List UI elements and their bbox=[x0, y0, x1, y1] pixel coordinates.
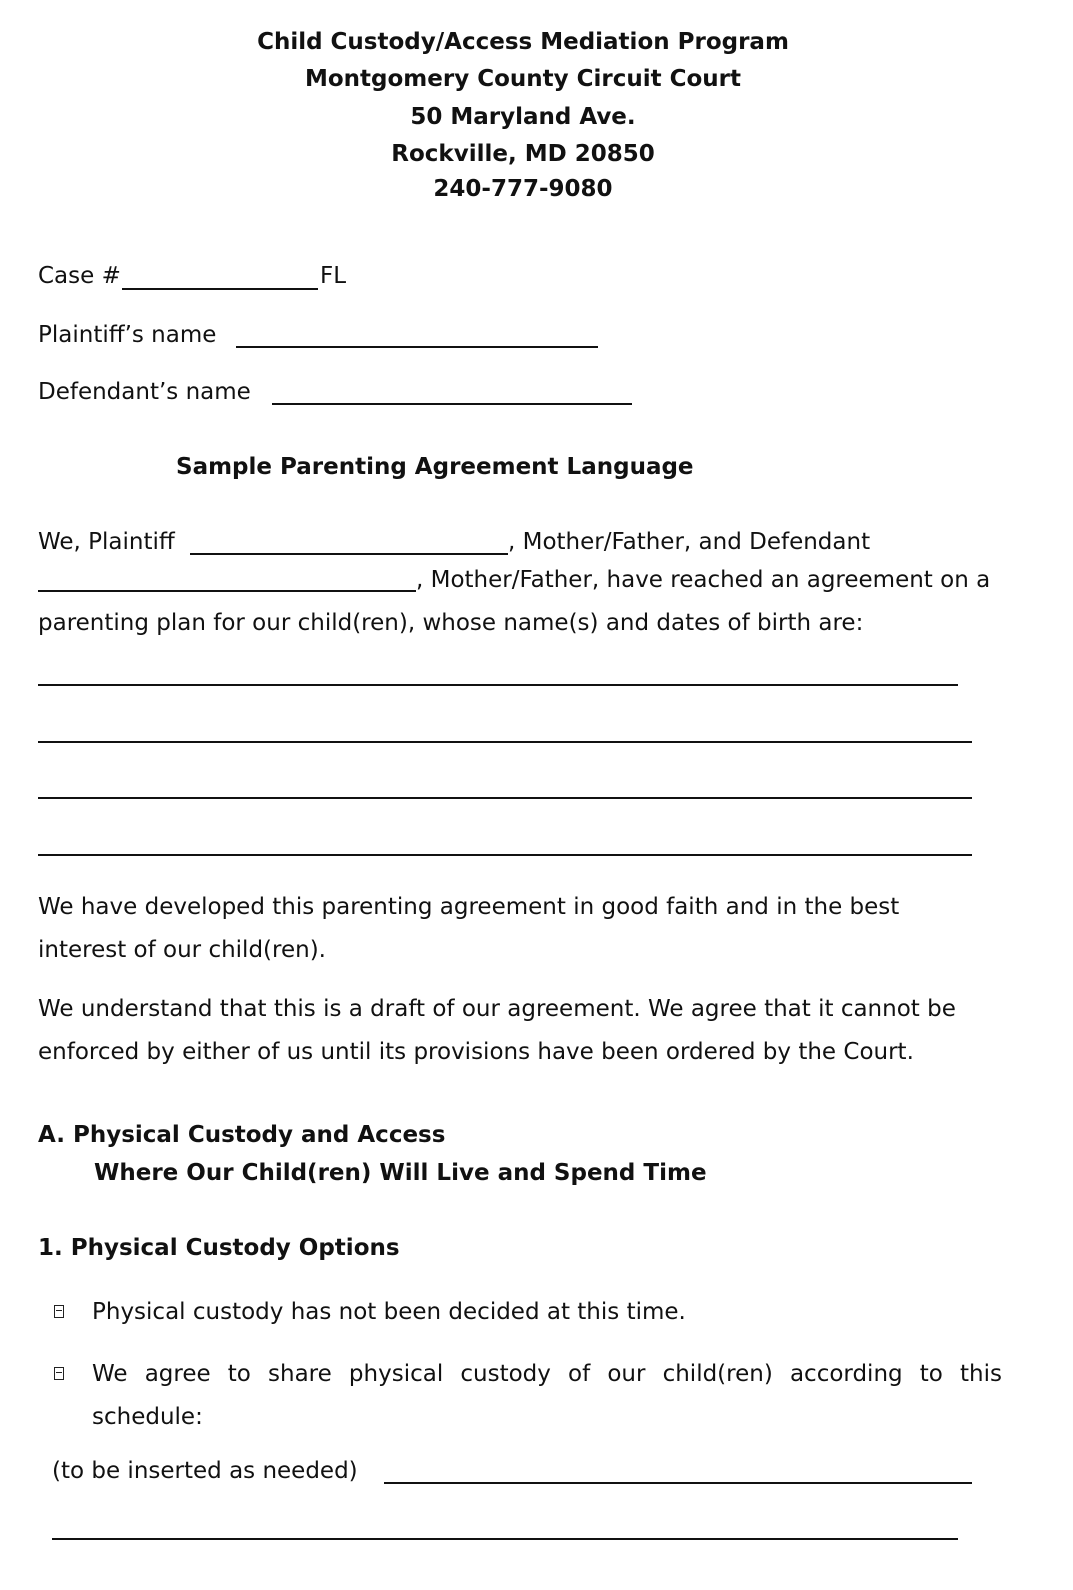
option-2-word: share bbox=[268, 1361, 332, 1387]
schedule-entry-line-2[interactable] bbox=[52, 1538, 958, 1540]
program-title: Child Custody/Access Mediation Program bbox=[257, 29, 789, 55]
draft-line-1: We understand that this is a draft of our agreement. We agree that it cannot be bbox=[38, 996, 956, 1022]
insert-label: (to be inserted as needed) bbox=[52, 1458, 358, 1484]
child-entry-line-4[interactable] bbox=[38, 854, 972, 856]
section-a-subheading: Where Our Child(ren) Will Live and Spend Time bbox=[94, 1160, 707, 1186]
schedule-entry-line-1[interactable] bbox=[384, 1482, 972, 1484]
intro-we-plaintiff: We, Plaintiff bbox=[38, 529, 175, 555]
case-number-field[interactable] bbox=[122, 288, 318, 290]
section-a-heading: A. Physical Custody and Access bbox=[38, 1122, 446, 1148]
option-2-word: custody bbox=[460, 1361, 551, 1387]
intro-defendant-field[interactable] bbox=[38, 590, 416, 592]
checkbox-icon-option-2[interactable] bbox=[54, 1367, 64, 1380]
court-street: 50 Maryland Ave. bbox=[410, 104, 636, 130]
document-title: Sample Parenting Agreement Language bbox=[176, 454, 694, 480]
option-2-word: We bbox=[92, 1361, 128, 1387]
good-faith-line-2: interest of our child(ren). bbox=[38, 937, 326, 963]
case-label: Case # bbox=[38, 263, 121, 289]
plaintiff-name-label: Plaintiff’s name bbox=[38, 322, 217, 348]
child-entry-line-1[interactable] bbox=[38, 684, 958, 686]
option-2-word: our bbox=[607, 1361, 646, 1387]
child-entry-line-3[interactable] bbox=[38, 797, 972, 799]
child-entry-line-2[interactable] bbox=[38, 741, 972, 743]
option-1-text: Physical custody has not been decided at this time. bbox=[92, 1299, 686, 1325]
option-2-word: child(ren) bbox=[662, 1361, 773, 1387]
intro-plaintiff-field[interactable] bbox=[190, 553, 508, 555]
court-name: Montgomery County Circuit Court bbox=[304, 66, 742, 92]
court-phone: 240-777-9080 bbox=[433, 176, 613, 202]
option-2-word: physical bbox=[348, 1361, 444, 1387]
checkbox-icon-option-1[interactable] bbox=[54, 1305, 64, 1318]
intro-mother-father-defendant: , Mother/Father, and Defendant bbox=[508, 529, 871, 555]
intro-agreement-line: , Mother/Father, have reached an agreement on a bbox=[416, 567, 991, 593]
option-2-text-line-1 bbox=[92, 1359, 1002, 1389]
draft-line-2: enforced by either of us until its provisions have been ordered by the Court. bbox=[38, 1039, 914, 1065]
intro-parenting-plan: parenting plan for our child(ren), whose name(s) and dates of birth are: bbox=[38, 610, 864, 636]
defendant-name-field[interactable] bbox=[272, 403, 632, 405]
case-suffix: FL bbox=[320, 263, 347, 289]
option-2-word: agree bbox=[144, 1361, 211, 1387]
option-2-word: to bbox=[227, 1361, 251, 1387]
option-2-text-line-2: schedule: bbox=[92, 1404, 203, 1430]
option-2-word: according bbox=[789, 1361, 903, 1387]
good-faith-line-1: We have developed this parenting agreement in good faith and in the best bbox=[38, 894, 900, 920]
option-2-word: this bbox=[960, 1361, 1002, 1387]
option-2-word: of bbox=[568, 1361, 591, 1387]
defendant-name-label: Defendant’s name bbox=[38, 379, 251, 405]
court-city: Rockville, MD 20850 bbox=[391, 141, 655, 167]
physical-custody-options-heading: 1. Physical Custody Options bbox=[38, 1235, 400, 1261]
option-2-word: to bbox=[919, 1361, 943, 1387]
plaintiff-name-field[interactable] bbox=[236, 346, 598, 348]
